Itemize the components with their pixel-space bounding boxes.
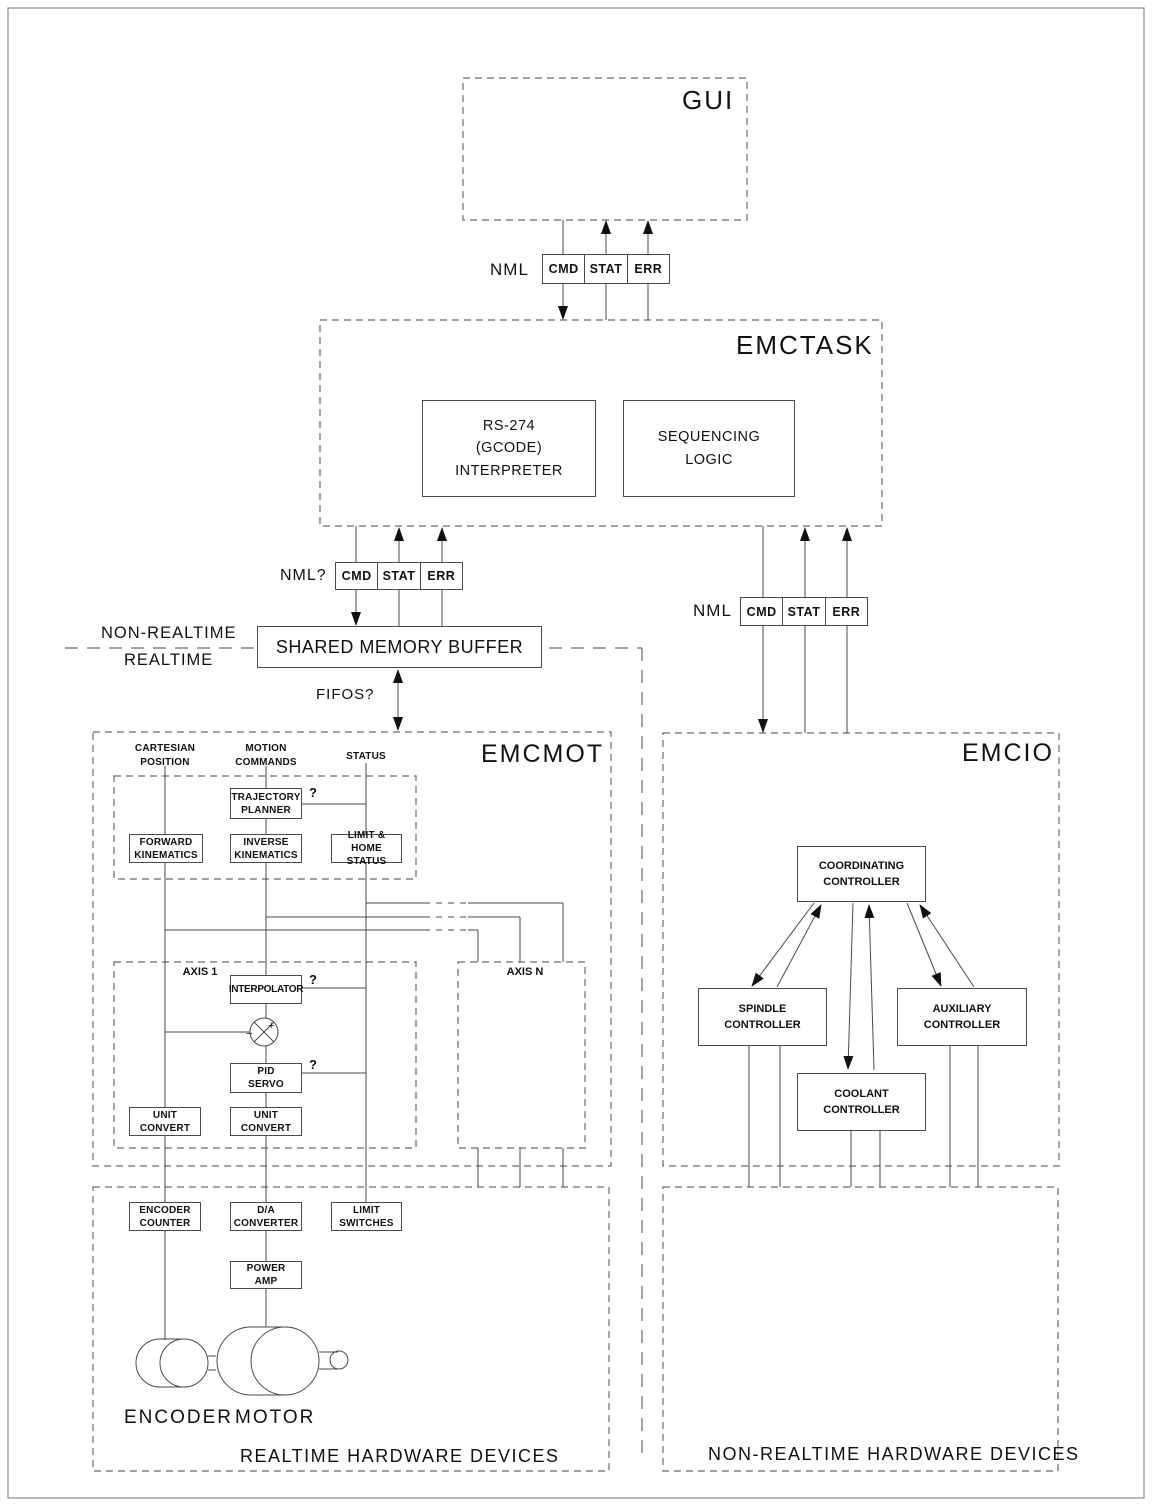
nml-stat-cell: STAT (584, 255, 626, 283)
box-line: KINEMATICS (234, 849, 298, 861)
box-line: COOLANT (834, 1087, 889, 1100)
box-line: CONTROLLER (923, 1019, 1001, 1031)
nml-right-cells (740, 597, 868, 626)
box-line: AUXILIARY (932, 1002, 992, 1015)
shared-memory-buffer-box (257, 626, 542, 668)
question-mark-trajectory: ? (309, 785, 317, 800)
power-amp-box (230, 1261, 302, 1289)
box-line: SERVO (248, 1079, 284, 1090)
nml-err-cell: ERR (627, 255, 669, 283)
box-line: PLANNER (241, 804, 291, 816)
nml-right-label: NML (693, 601, 732, 620)
header-line: COMMANDS (235, 756, 297, 768)
header-line: CARTESIAN (134, 743, 196, 754)
box-line: COORDINATING (818, 859, 905, 872)
realtime-divider-line (65, 648, 642, 1460)
trajectory-planner-box (230, 788, 302, 819)
box-line: LIMIT (352, 1204, 381, 1216)
box-line: AMP (254, 1276, 278, 1287)
non-realtime-label: NON-REALTIME (101, 624, 237, 642)
emctask-title: EMCTASK (736, 330, 874, 360)
nml-top-cells (542, 254, 670, 284)
junction-minus-sign: − (246, 1028, 253, 1040)
unit-convert-box (129, 1107, 201, 1136)
sequencing-line: SEQUENCING (657, 429, 761, 446)
emcio-title: EMCIO (962, 739, 1054, 767)
sequencing-line: LOGIC (685, 451, 733, 468)
question-mark-interpolator: ? (309, 972, 317, 987)
unit-convert-box (230, 1107, 302, 1136)
axisn-branch-lines (165, 903, 563, 1187)
coolant-controller-box (797, 1073, 926, 1131)
box-line: KINEMATICS (134, 849, 198, 861)
sequencing-logic-box (623, 400, 795, 497)
forward-kinematics-box (129, 834, 203, 863)
gcode-interpreter-box (422, 400, 596, 497)
axisn-box (458, 962, 585, 1148)
box-line: FORWARD (139, 836, 193, 848)
summing-junction (246, 1018, 278, 1046)
realtime-label: REALTIME (124, 651, 214, 669)
interpreter-line: INTERPRETER (455, 462, 563, 479)
nonrealtime-hardware-title: NON-REALTIME HARDWARE DEVICES (708, 1444, 1080, 1464)
pid-servo-box (230, 1063, 302, 1093)
axisn-label: AXIS N (506, 966, 544, 978)
box-line: ENCODER (139, 1204, 191, 1216)
emctask-emcio-nml-connectors (763, 526, 847, 733)
nml-err-cell: ERR (420, 563, 462, 589)
encoder-motor-drawing (136, 1327, 348, 1395)
question-mark-pid: ? (309, 1057, 317, 1072)
header-line: STATUS (346, 751, 386, 762)
shared-memory-buffer-label: SHARED MEMORY BUFFER (275, 636, 524, 657)
box-line: D/A (257, 1204, 275, 1216)
emcmot-title: EMCMOT (481, 740, 605, 768)
nml-top-label: NML (490, 260, 529, 279)
box-line: INTERPOLATOR (228, 984, 304, 995)
nml-stat-cell: STAT (782, 598, 824, 625)
box-line: CONVERT (139, 1122, 191, 1134)
header-line: POSITION (140, 756, 190, 768)
box-line: INVERSE (243, 836, 289, 848)
encoder-label: ENCODER (124, 1407, 234, 1428)
inverse-kinematics-box (230, 834, 302, 863)
header-line: MOTION (245, 743, 287, 754)
status-header (316, 750, 416, 764)
junction-plus-sign: + (268, 1020, 275, 1032)
nonrealtime-hardware-box (663, 1187, 1058, 1471)
box-line: COUNTER (139, 1217, 191, 1229)
encoder-counter-box (129, 1202, 201, 1231)
axis1-label: AXIS 1 (182, 966, 218, 978)
limit-switches-box (331, 1202, 402, 1231)
box-line: CONTROLLER (823, 1104, 900, 1116)
limit-home-status-box (331, 830, 402, 867)
interpreter-line: RS-274 (482, 417, 536, 434)
interpreter-line: (GCODE) (475, 440, 543, 457)
nml-stat-cell: STAT (377, 563, 419, 589)
motion-commands-header (216, 742, 316, 769)
nml-cmd-cell: CMD (746, 604, 777, 619)
box-line: CONTROLLER (823, 876, 900, 888)
box-line: CONVERTER (233, 1217, 299, 1229)
box-line: UNIT (152, 1109, 178, 1121)
emcmot-box (93, 732, 611, 1166)
box-line: LIMIT & HOME (347, 830, 386, 854)
nml-cmd-cell: CMD (548, 262, 579, 276)
box-line: CONTROLLER (724, 1019, 801, 1031)
gui-title: GUI (682, 85, 735, 115)
box-line: STATUS (346, 856, 387, 867)
box-line: PID (257, 1066, 275, 1077)
spindle-controller-box (698, 988, 827, 1046)
coordinating-controller-box (797, 846, 926, 902)
realtime-hardware-title: REALTIME HARDWARE DEVICES (240, 1446, 560, 1466)
box-line: UNIT (253, 1109, 279, 1121)
nml-err-cell: ERR (825, 598, 867, 625)
box-line: SWITCHES (339, 1217, 394, 1229)
box-line: POWER (246, 1263, 286, 1274)
cartesian-position-header (115, 742, 215, 769)
nml-left-label: NML? (280, 567, 327, 584)
fifos-label: FIFOS? (316, 686, 375, 703)
nml-left-cells (335, 562, 463, 590)
da-converter-box (230, 1202, 302, 1231)
box-line: CONVERT (240, 1122, 292, 1134)
motor-label: MOTOR (235, 1407, 316, 1428)
box-line: TRAJECTORY (231, 791, 301, 803)
box-line: SPINDLE (738, 1002, 787, 1015)
interpolator-box (230, 975, 302, 1004)
nml-cmd-cell: CMD (341, 569, 372, 583)
auxiliary-controller-box (897, 988, 1027, 1046)
